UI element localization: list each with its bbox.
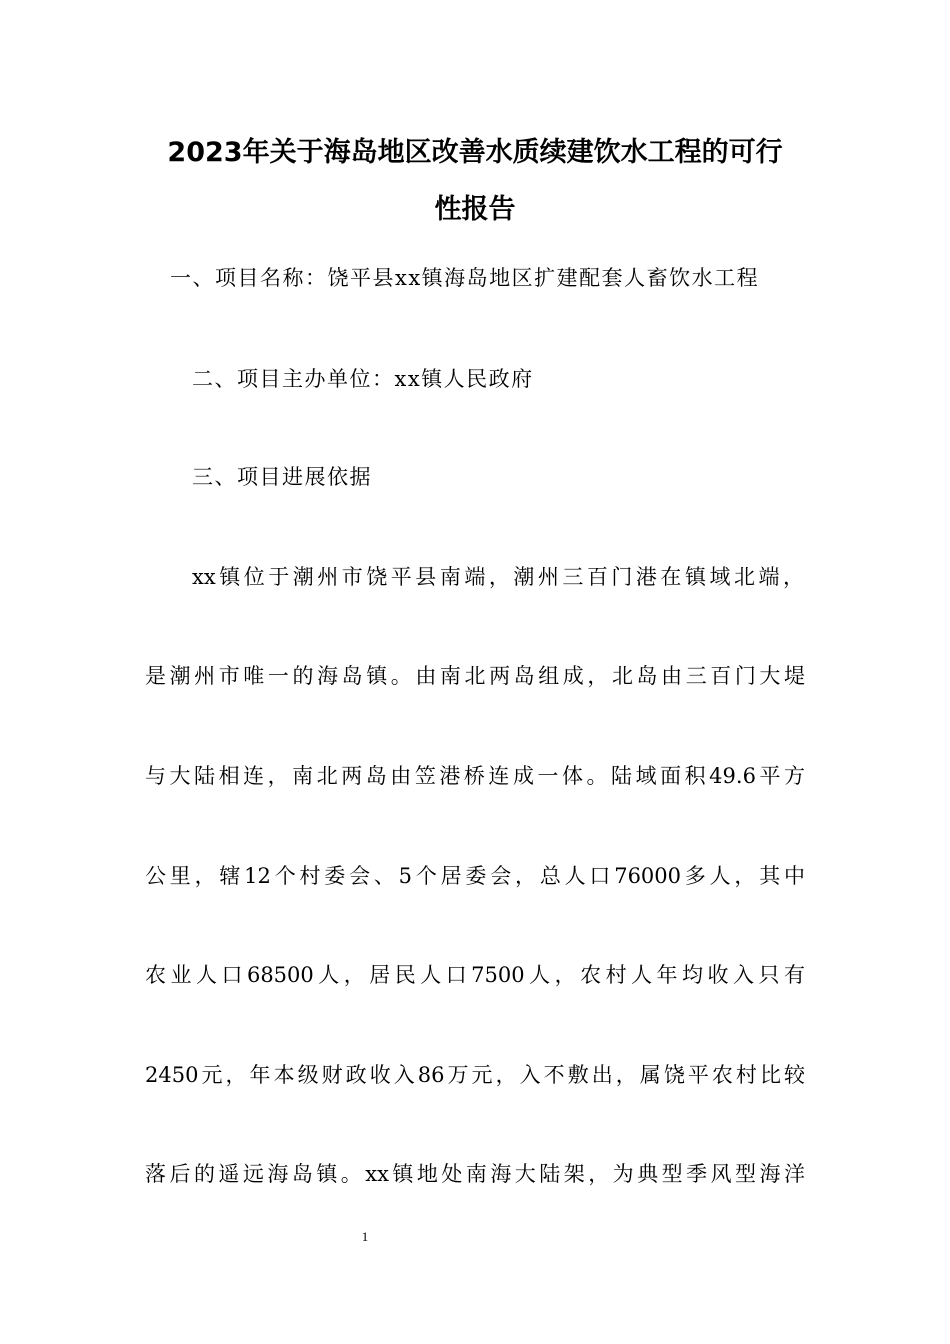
paragraph-line: 2450元，年本级财政收入86万元，入不敷出，属饶平农村比较 (145, 1063, 805, 1087)
paragraph-line: 公里，辖12个村委会、5个居委会，总人口76000多人，其中 (145, 864, 805, 888)
paragraph-line: 落后的遥远海岛镇。xx镇地处南海大陆架，为典型季风型海洋 (145, 1162, 805, 1186)
paragraph-line: 是潮州市唯一的海岛镇。由南北两岛组成，北岛由三百门大堤 (145, 664, 805, 688)
section-heading-basis: 三、项目进展依据 (192, 465, 372, 489)
paragraph-line: 农业人口68500人，居民人口7500人，农村人年均收入只有 (145, 963, 805, 987)
paragraph-line: 与大陆相连，南北两岛由笠港桥连成一体。陆域面积49.6平方 (145, 764, 805, 788)
paragraph-line: xx镇位于潮州市饶平县南端，潮州三百门港在镇域北端， (192, 565, 804, 589)
document-title-line-1: 2023年关于海岛地区改善水质续建饮水工程的可行 (167, 137, 783, 168)
document-title-line-2: 性报告 (434, 194, 516, 225)
page-number: 1 (361, 1229, 369, 1244)
section-heading-organizer: 二、项目主办单位：xx镇人民政府 (192, 367, 534, 391)
section-heading-project-name: 一、项目名称：饶平县xx镇海岛地区扩建配套人畜饮水工程 (170, 266, 760, 290)
